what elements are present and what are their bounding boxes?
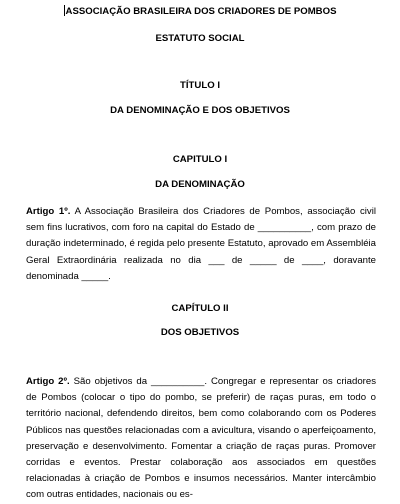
chapter-1-label: CAPITULO I [172,154,228,165]
chapter-2-label: CAPÍTULO II [171,303,229,314]
chapter-1-heading: DA DENOMINAÇÃO [155,179,245,190]
article-1-paragraph [26,204,376,285]
title-heading: DA DENOMINAÇÃO E DOS OBJETIVOS [110,105,290,116]
chapter-2-heading: DOS OBJETIVOS [160,327,240,338]
organization-title: ASSOCIAÇÃO BRASILEIRA DOS CRIADORES DE POMBOS [65,6,337,17]
article-2-label: Artigo 2º. [26,376,70,387]
article-1-label: Artigo 1º. [26,206,71,217]
document-subtitle: ESTATUTO SOCIAL [155,33,245,44]
article-1-text: A Associação Brasileira dos Criadores de Pombos, associação civil sem fins lucrativos, com foro na capital do Estado de __________, com prazo de duração indeterminado, é regida pelo presente Estatuto, aprovado em Assembléia Geral Extraordinária realizada no dia ___ de _____ de ____, doravante denominada _____. [26,206,376,282]
text-cursor [64,5,65,16]
title-number: TÍTULO I [180,80,220,91]
article-2-text: São objetivos da __________. Congregar e representar os criadores de Pombos (colocar o tipo do pombo, se preferir) de raças puras, em todo o território nacional, defendendo direitos, bem como colaborando com os Poderes Públicos nas questões relacionadas com a avicultura, visando o aperfeiçoamento, preservação e desenvolvimento. Fomentar a criação de raças puras. Promover corridas e eventos. Prestar colaboração aos associados em questões relacionadas à criação de Pombos e insumos necessários. Manter intercâmbio com outras entidades, nacionais ou es- [26,376,376,501]
article-2-paragraph [26,374,376,504]
